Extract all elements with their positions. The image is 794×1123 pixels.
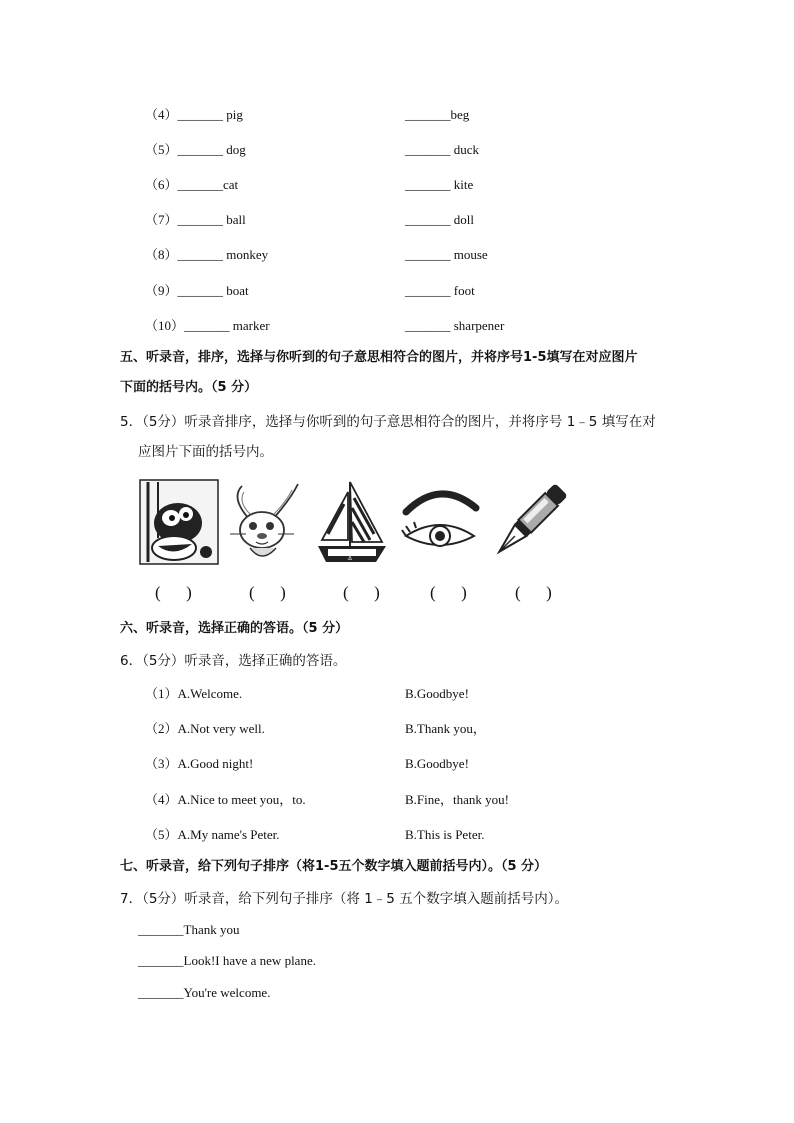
section5-heading-line1: 五、听录音，排序，选择与你听到的句子意思相符合的图片，并将序号1-5填写在对应图片 [120, 350, 638, 365]
q6-item-5-a: （5）A.My name's Peter. [145, 827, 280, 842]
section7-heading: 七、听录音，给下列句子排序（将1-5五个数字填入题前括号内）。（5 分） [120, 859, 548, 874]
svg-text:⚓: ⚓ [347, 555, 353, 562]
q6-item-4-a: （4）A.Nice to meet you，to. [145, 792, 306, 807]
answer-paren-2[interactable]: ( ) [249, 583, 286, 602]
item-7-right: _______ doll [405, 212, 474, 227]
item-5-left: （5）_______ dog [145, 142, 246, 157]
q7-item-2: _______Look!I have a new plane. [138, 953, 316, 968]
q6-item-1-a: （1）A.Welcome. [145, 686, 243, 701]
section6-heading: 六、听录音，选择正确的答语。（5 分） [120, 621, 349, 636]
q6-item-3-a: （3）A.Good night! [145, 756, 254, 771]
item-10-left: （10）_______ marker [145, 318, 270, 333]
q6-item-4-b: B.Fine，thank you! [405, 792, 509, 807]
question7-text: 7．（5分）听录音，给下列句子排序（将 1﹣5 五个数字填入题前括号内）。 [120, 891, 568, 907]
answer-paren-4[interactable]: ( ) [430, 583, 467, 602]
item-8-left: （8）_______ monkey [145, 247, 269, 262]
q6-item-2-b: B.Thank you， [405, 721, 486, 736]
boat-picture [314, 478, 390, 566]
dog-picture [138, 478, 220, 566]
q6-item-2-a: （2）A.Not very well. [145, 721, 265, 736]
rabbit-picture [220, 478, 305, 566]
item-6-left: （6）_______cat [145, 177, 239, 192]
q7-item-3: _______You're welcome. [138, 985, 271, 1000]
pen-picture [490, 478, 568, 566]
answer-paren-3[interactable]: ( ) [343, 583, 380, 602]
item-9-left: （9）_______ boat [145, 283, 249, 298]
item-10-right: _______ sharpener [405, 318, 505, 333]
item-9-right: _______ foot [405, 283, 475, 298]
q6-item-3-b: B.Goodbye! [405, 756, 469, 771]
question5-line1: 5．（5分）听录音排序，选择与你听到的句子意思相符合的图片，并将序号 1﹣5 填写在对 [120, 414, 656, 430]
item-4-right: _______beg [405, 107, 470, 122]
eye-picture [400, 478, 480, 566]
item-5-right: _______ duck [405, 142, 480, 157]
q7-item-1: _______Thank you [138, 922, 240, 937]
q6-item-1-b: B.Goodbye! [405, 686, 469, 701]
item-8-right: _______ mouse [405, 247, 488, 262]
answer-paren-1[interactable]: ( ) [155, 583, 192, 602]
question5-line2: 应图片下面的括号内。 [138, 444, 273, 460]
answer-paren-5[interactable]: ( ) [515, 583, 552, 602]
question6-text: 6．（5分）听录音，选择正确的答语。 [120, 653, 347, 669]
item-7-left: （7）_______ ball [145, 212, 246, 227]
section5-heading-line2: 下面的括号内。（5 分） [120, 380, 258, 395]
item-6-right: _______ kite [405, 177, 474, 192]
item-4-left: （4）_______ pig [145, 107, 243, 122]
q6-item-5-b: B.This is Peter. [405, 827, 485, 842]
